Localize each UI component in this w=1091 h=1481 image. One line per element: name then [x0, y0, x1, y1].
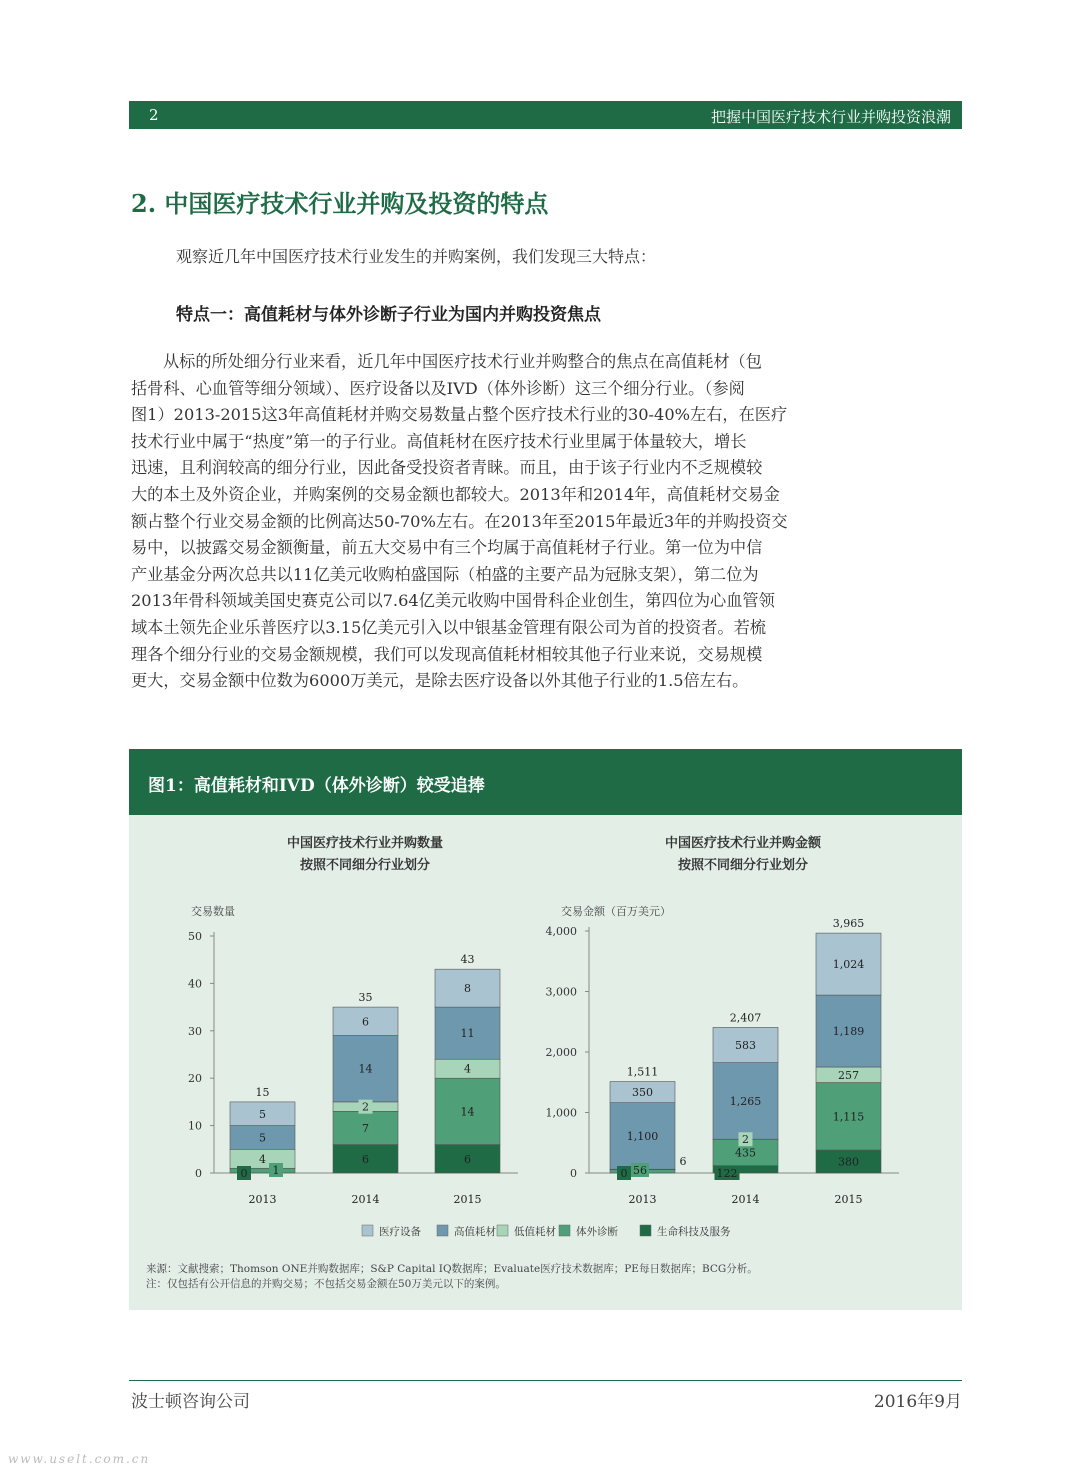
data-label: 6: [362, 1015, 369, 1029]
total-label: 3,965: [832, 917, 865, 931]
figure-source: [146, 1262, 758, 1292]
y-tick-label: 1,000: [545, 1106, 577, 1120]
legend-swatch: [640, 1225, 651, 1236]
data-label: 380: [838, 1155, 859, 1169]
y-axis-label: 交易金额（百万美元）: [561, 905, 671, 918]
data-label: 1,100: [626, 1129, 659, 1143]
total-label: 43: [460, 953, 475, 967]
page-number: 2: [149, 106, 159, 124]
paragraph-line: 产业基金分两次总共以11亿美元收购柏盛国际（柏盛的主要产品为冠脉支架），第二位为: [131, 564, 759, 584]
total-label: 2,407: [729, 1011, 762, 1025]
x-tick-label: 2013: [248, 1193, 277, 1206]
y-tick-label: 50: [188, 930, 202, 943]
paragraph-line: 大的本土及外资企业，并购案例的交易金额也都较大。2013年和2014年，高值耗材交易金: [131, 484, 780, 504]
y-tick-label: 30: [188, 1024, 202, 1038]
data-label: 5: [259, 1107, 266, 1121]
paragraph-line: 易中，以披露交易金额衡量，前五大交易中有三个均属于高值耗材子行业。第一位为中信: [131, 538, 763, 558]
legend-swatch: [362, 1225, 373, 1236]
data-label: 56: [633, 1164, 647, 1177]
paragraph-line: 更大，交易金额中位数为6000万美元，是除去医疗设备以外其他子行业的1.5倍左右。: [131, 671, 749, 691]
data-label: 8: [464, 982, 471, 996]
paragraph-line: 括骨科、心血管等细分领域）、医疗设备以及IVD（体外诊断）这三个细分行业。（参阅: [131, 378, 745, 398]
source-line: 来源：文献搜索；Thomson ONE并购数据库；S&P Capital IQ数据库；Evaluate医疗技术数据库；PE每日数据库；BCG分析。: [146, 1263, 758, 1275]
chart-title: 中国医疗技术行业并购数量: [286, 836, 444, 851]
y-tick-label: 20: [188, 1072, 202, 1086]
data-label: 2: [742, 1133, 749, 1147]
data-label: 1,024: [832, 958, 865, 972]
y-tick-label: 0: [570, 1167, 577, 1180]
legend-label: 生命科技及服务: [657, 1226, 731, 1238]
y-tick-label: 2,000: [545, 1046, 577, 1059]
legend-label: 低值耗材: [514, 1226, 556, 1238]
watermark: www.uselt.com.cn: [8, 1452, 151, 1466]
y-tick-label: 3,000: [545, 985, 577, 999]
body-paragraph: [131, 349, 967, 695]
paragraph-line: 2013年骨科领域美国史赛克公司以7.64亿美元收购中国骨科企业创生，第四位为心血管领: [131, 591, 775, 611]
data-label: 5: [259, 1131, 266, 1145]
footer-rule: [129, 1380, 962, 1381]
y-tick-label: 10: [188, 1119, 202, 1133]
data-label: 6: [679, 1155, 687, 1168]
legend-label: 医疗设备: [379, 1226, 421, 1238]
data-label: 6: [464, 1152, 471, 1166]
data-label: 0: [620, 1167, 628, 1180]
footer-company: 波士顿咨询公司: [131, 1392, 250, 1412]
note-line: 注：仅包括有公开信息的并购交易；不包括交易金额在50万美元以下的案例。: [146, 1278, 506, 1290]
chart-title: 中国医疗技术行业并购金额: [664, 836, 822, 851]
data-label: 14: [358, 1062, 373, 1076]
paragraph-line: 域本土领先企业乐普医疗以3.15亿美元引入以中银基金管理有限公司为首的投资者。若梳: [131, 617, 766, 637]
paragraph-line: 理各个细分行业的交易金额规模，我们可以发现高值耗材相较其他子行业来说，交易规模: [131, 644, 763, 664]
paragraph-line: 图1）2013-2015这3年高值耗材并购交易数量占整个医疗技术行业的30-40%左右，在医疗: [131, 405, 788, 425]
legend-swatch: [437, 1225, 448, 1236]
data-label: 2: [362, 1100, 369, 1114]
paragraph-line: 技术行业中属于“热度”第一的子行业。高值耗材在医疗技术行业里属于体量较大，增长: [131, 431, 747, 451]
paragraph-line: 额占整个行业交易金额的比例高达50-70%左右。在2013年至2015年最近3年的并购投资交: [131, 511, 788, 531]
chart-subtitle: 按照不同细分行业划分: [299, 858, 431, 873]
figure-title: 图1：高值耗材和IVD（体外诊断）较受追捧: [148, 776, 485, 796]
data-label: 1: [272, 1164, 280, 1177]
data-label: 350: [632, 1086, 653, 1100]
total-label: 15: [255, 1085, 270, 1099]
x-tick-label: 2015: [453, 1193, 482, 1206]
data-label: 4: [464, 1062, 471, 1076]
x-tick-label: 2015: [834, 1193, 863, 1206]
data-label: 122: [716, 1167, 738, 1180]
legend-swatch: [497, 1225, 508, 1236]
x-tick-label: 2014: [731, 1193, 760, 1206]
total-label: 1,511: [626, 1065, 659, 1079]
chart-subtitle: 按照不同细分行业划分: [677, 858, 809, 873]
y-tick-label: 0: [195, 1167, 202, 1180]
data-label: 11: [460, 1027, 475, 1041]
data-label: 1,189: [832, 1025, 865, 1039]
x-tick-label: 2013: [628, 1193, 657, 1206]
data-label: 257: [838, 1068, 859, 1082]
legend-swatch: [559, 1225, 570, 1236]
total-label: 35: [358, 991, 373, 1005]
data-label: 583: [735, 1039, 756, 1053]
section-title: 2. 中国医疗技术行业并购及投资的特点: [131, 189, 549, 218]
legend-label: 高值耗材: [454, 1226, 496, 1238]
data-label: 0: [240, 1167, 248, 1180]
paragraph-line: 从标的所处细分行业来看，近几年中国医疗技术行业并购整合的焦点在高值耗材（包: [163, 352, 762, 371]
y-axis-label: 交易数量: [191, 905, 235, 918]
x-tick-label: 2014: [351, 1193, 380, 1206]
data-label: 1,265: [729, 1094, 762, 1108]
running-title: 把握中国医疗技术行业并购投资浪潮: [710, 108, 951, 126]
footer-date: 2016年9月: [873, 1392, 962, 1412]
figure-body: [129, 815, 962, 1310]
charts-svg: [129, 815, 962, 1310]
data-label: 435: [735, 1146, 756, 1160]
data-label: 6: [362, 1152, 369, 1166]
feature-title: 特点一：高值耗材与体外诊断子行业为国内并购投资焦点: [176, 305, 601, 325]
data-label: 4: [259, 1152, 266, 1166]
y-tick-label: 40: [188, 977, 202, 991]
data-label: 7: [362, 1121, 369, 1135]
data-label: 1,115: [832, 1110, 865, 1124]
intro-text: 观察近几年中国医疗技术行业发生的并购案例，我们发现三大特点：: [176, 247, 657, 266]
legend-label: 体外诊断: [576, 1226, 618, 1238]
data-label: 14: [460, 1105, 475, 1119]
paragraph-line: 迅速，且利润较高的细分行业，因此备受投资者青睐。而且，由于该子行业内不乏规模较: [131, 458, 763, 478]
y-tick-label: 4,000: [545, 925, 577, 938]
